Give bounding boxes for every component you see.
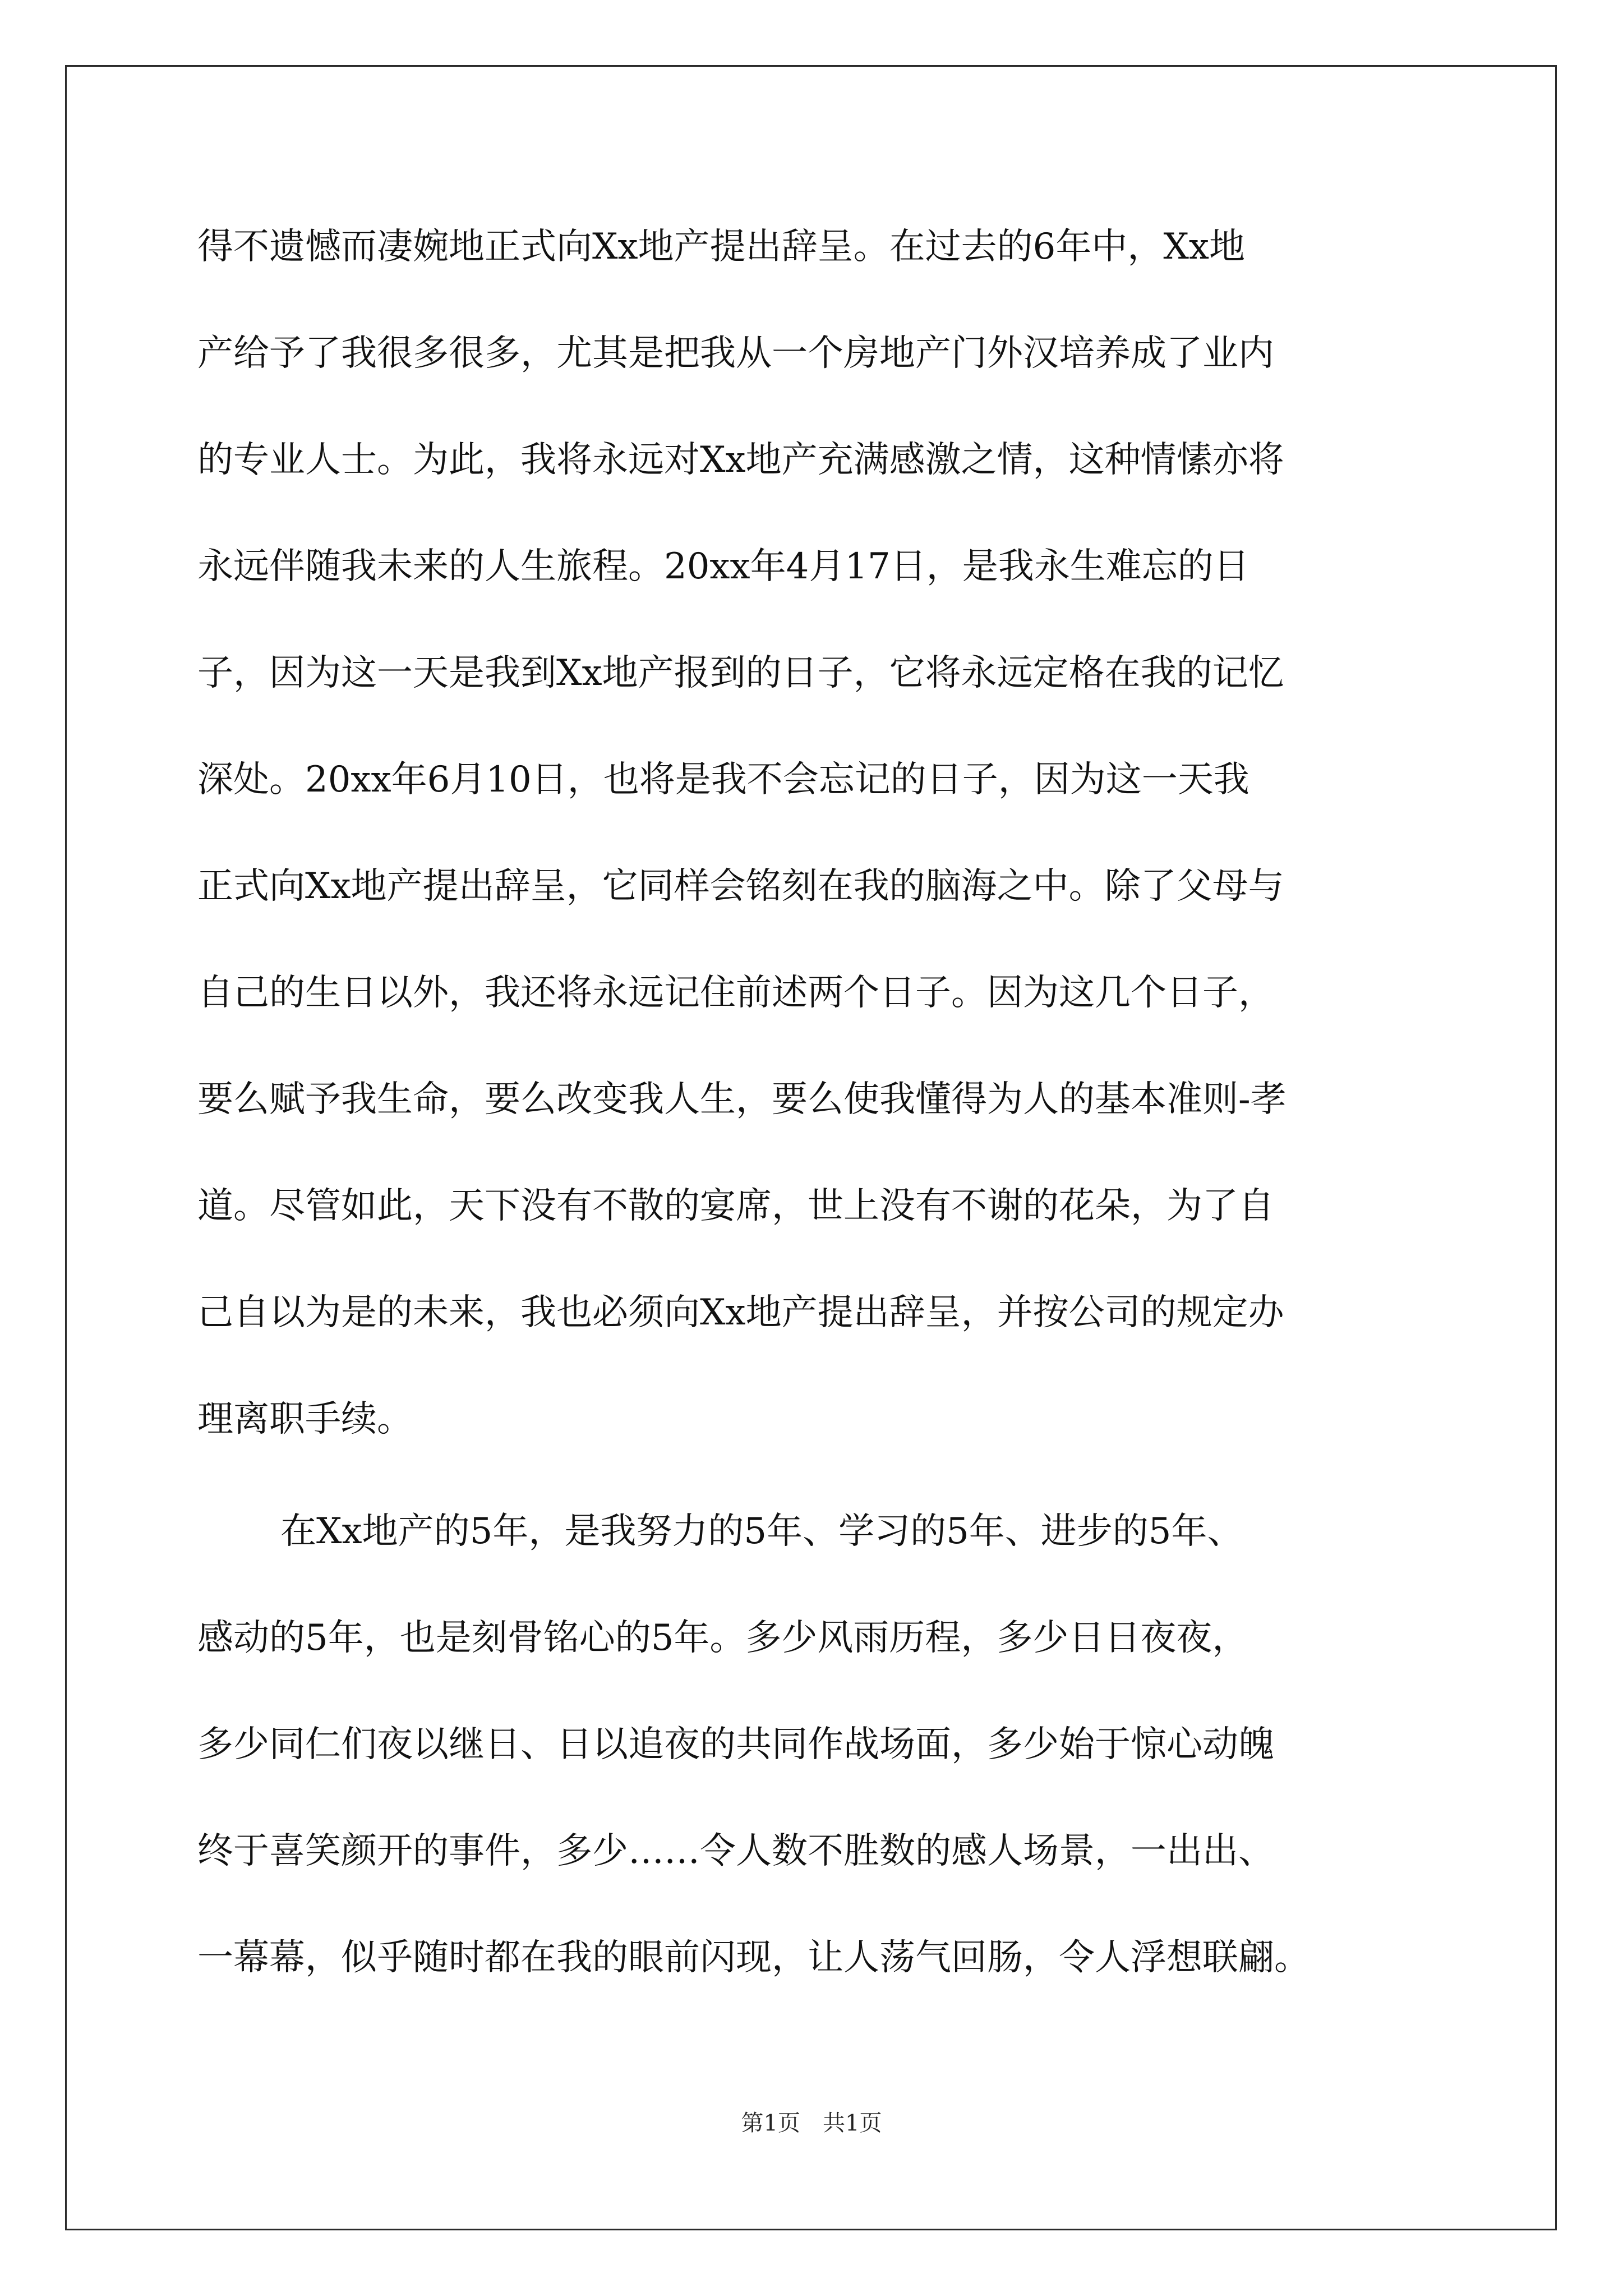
text-line: 感动的5年，也是刻骨铭心的5年。多少风雨历程，多少日日夜夜， [197, 1617, 1248, 1659]
text-line: 产给予了我很多很多，尤其是把我从一个房地产门外汉培养成了业内 [197, 333, 1274, 374]
text-line: 要么赋予我生命，要么改变我人生，要么使我懂得为人的基本准则-孝 [197, 1079, 1287, 1120]
text-line: 自己的生日以外，我还将永远记住前述两个日子。因为这几个日子， [197, 972, 1274, 1014]
page-border [65, 65, 1557, 2230]
page-number: 第1页 共1页 [741, 2110, 882, 2136]
text-line: 己自以为是的未来，我也必须向Xx地产提出辞呈，并按公司的规定办 [197, 1292, 1284, 1333]
text-line: 多少同仁们夜以继日、日以追夜的共同作战场面，多少始于惊心动魄 [197, 1724, 1274, 1765]
text-line: 的专业人士。为此，我将永远对Xx地产充满感激之情，这种情愫亦将 [197, 439, 1284, 481]
text-line: 正式向Xx地产提出辞呈，它同样会铭刻在我的脑海之中。除了父母与 [197, 866, 1284, 907]
text-line: 得不遗憾而凄婉地正式向Xx地产提出辞呈。在过去的6年中，Xx地 [197, 226, 1246, 268]
text-line: 道。尽管如此，天下没有不散的宴席，世上没有不谢的花朵，为了自 [197, 1185, 1274, 1227]
text-line: 子，因为这一天是我到Xx地产报到的日子，它将永远定格在我的记忆 [197, 652, 1284, 694]
text-line: 一幕幕，似乎随时都在我的眼前闪现，让人荡气回肠，令人浮想联翩。 [197, 1937, 1310, 1978]
text-line: 理离职手续。 [197, 1398, 413, 1440]
text-line: 终于喜笑颜开的事件，多少……令人数不胜数的感人场景，一出出、 [197, 1830, 1274, 1872]
text-line: 深处。20xx年6月10日，也将是我不会忘记的日子，因为这一天我 [197, 759, 1249, 800]
text-line: 在Xx地产的5年，是我努力的5年、学习的5年、进步的5年、 [280, 1511, 1243, 1552]
text-line: 永远伴随我未来的人生旅程。20xx年4月17日，是我永生难忘的日 [197, 546, 1249, 587]
